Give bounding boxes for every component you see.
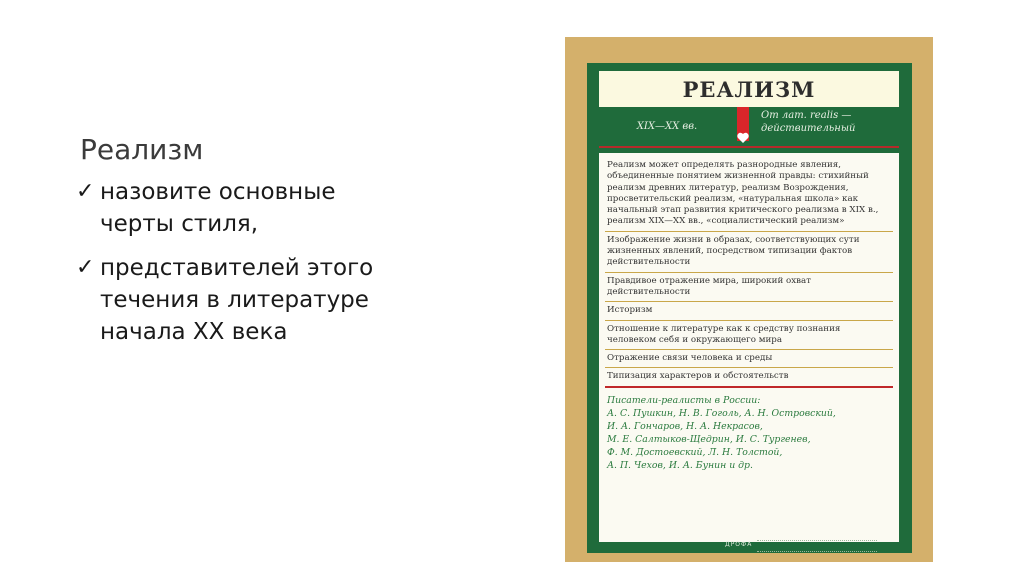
bullet-item [76, 176, 406, 240]
writers-line: А. С. Пушкин, Н. В. Гоголь, А. Н. Островский, [607, 407, 836, 419]
poster-etymology: От лат. realis — действительный [761, 110, 856, 134]
divider [599, 146, 899, 148]
check-icon: ✓ [76, 255, 95, 280]
poster-board [587, 63, 912, 553]
feature-item: Историзм [605, 302, 893, 320]
check-icon: ✓ [76, 179, 95, 204]
feature-item: Отношение к литературе как к средству познания человеком себя и окружающего мира [605, 321, 893, 351]
feature-item: Отражение связи человека и среды [605, 350, 893, 368]
poster-image [565, 37, 933, 562]
slide-title: Реализм [80, 133, 204, 166]
bullet-text: назовите основные черты стиля, [100, 179, 336, 237]
feature-item: Правдивое отражение мира, широкий охват действительности [605, 273, 893, 303]
bullet-text: представителей этого течения в литературе начала XX века [100, 255, 374, 345]
writers-block [605, 394, 893, 472]
writers-line: А. П. Чехов, И. А. Бунин и др. [607, 459, 753, 471]
feature-item: Типизация характеров и обстоятельств [605, 368, 893, 387]
feature-item: Изображение жизни в образах, соответствующих сути жизненных явлений, посредством типизации фактов действительности [605, 232, 893, 273]
poster-title: РЕАЛИЗМ [599, 71, 899, 107]
writers-heading: Писатели-реалисты в России: [607, 394, 761, 406]
bullet-item [76, 252, 406, 348]
fineprint [757, 540, 877, 552]
feature-item: Реализм может определять разнородные явления, объединенные понятием жизненной правды: стихийный реализм древних литератур, реализм Возрождения, просветительский реализм, «натуральная школа» как начальный этап развития критического реализма в XIX в., реализм XIX—XX вв., «социалистический реализм» [605, 157, 893, 232]
bullet-list [76, 176, 406, 360]
publisher-logo: ДРОФА [725, 541, 753, 548]
poster-period: XIX—XX вв. [636, 120, 698, 132]
poster-content [599, 153, 899, 542]
writers-line: М. Е. Салтыков-Щедрин, И. С. Тургенев, [607, 433, 811, 445]
writers-line: И. А. Гончаров, Н. А. Некрасов, [607, 420, 763, 432]
writers-line: Ф. М. Достоевский, Л. Н. Толстой, [607, 446, 783, 458]
